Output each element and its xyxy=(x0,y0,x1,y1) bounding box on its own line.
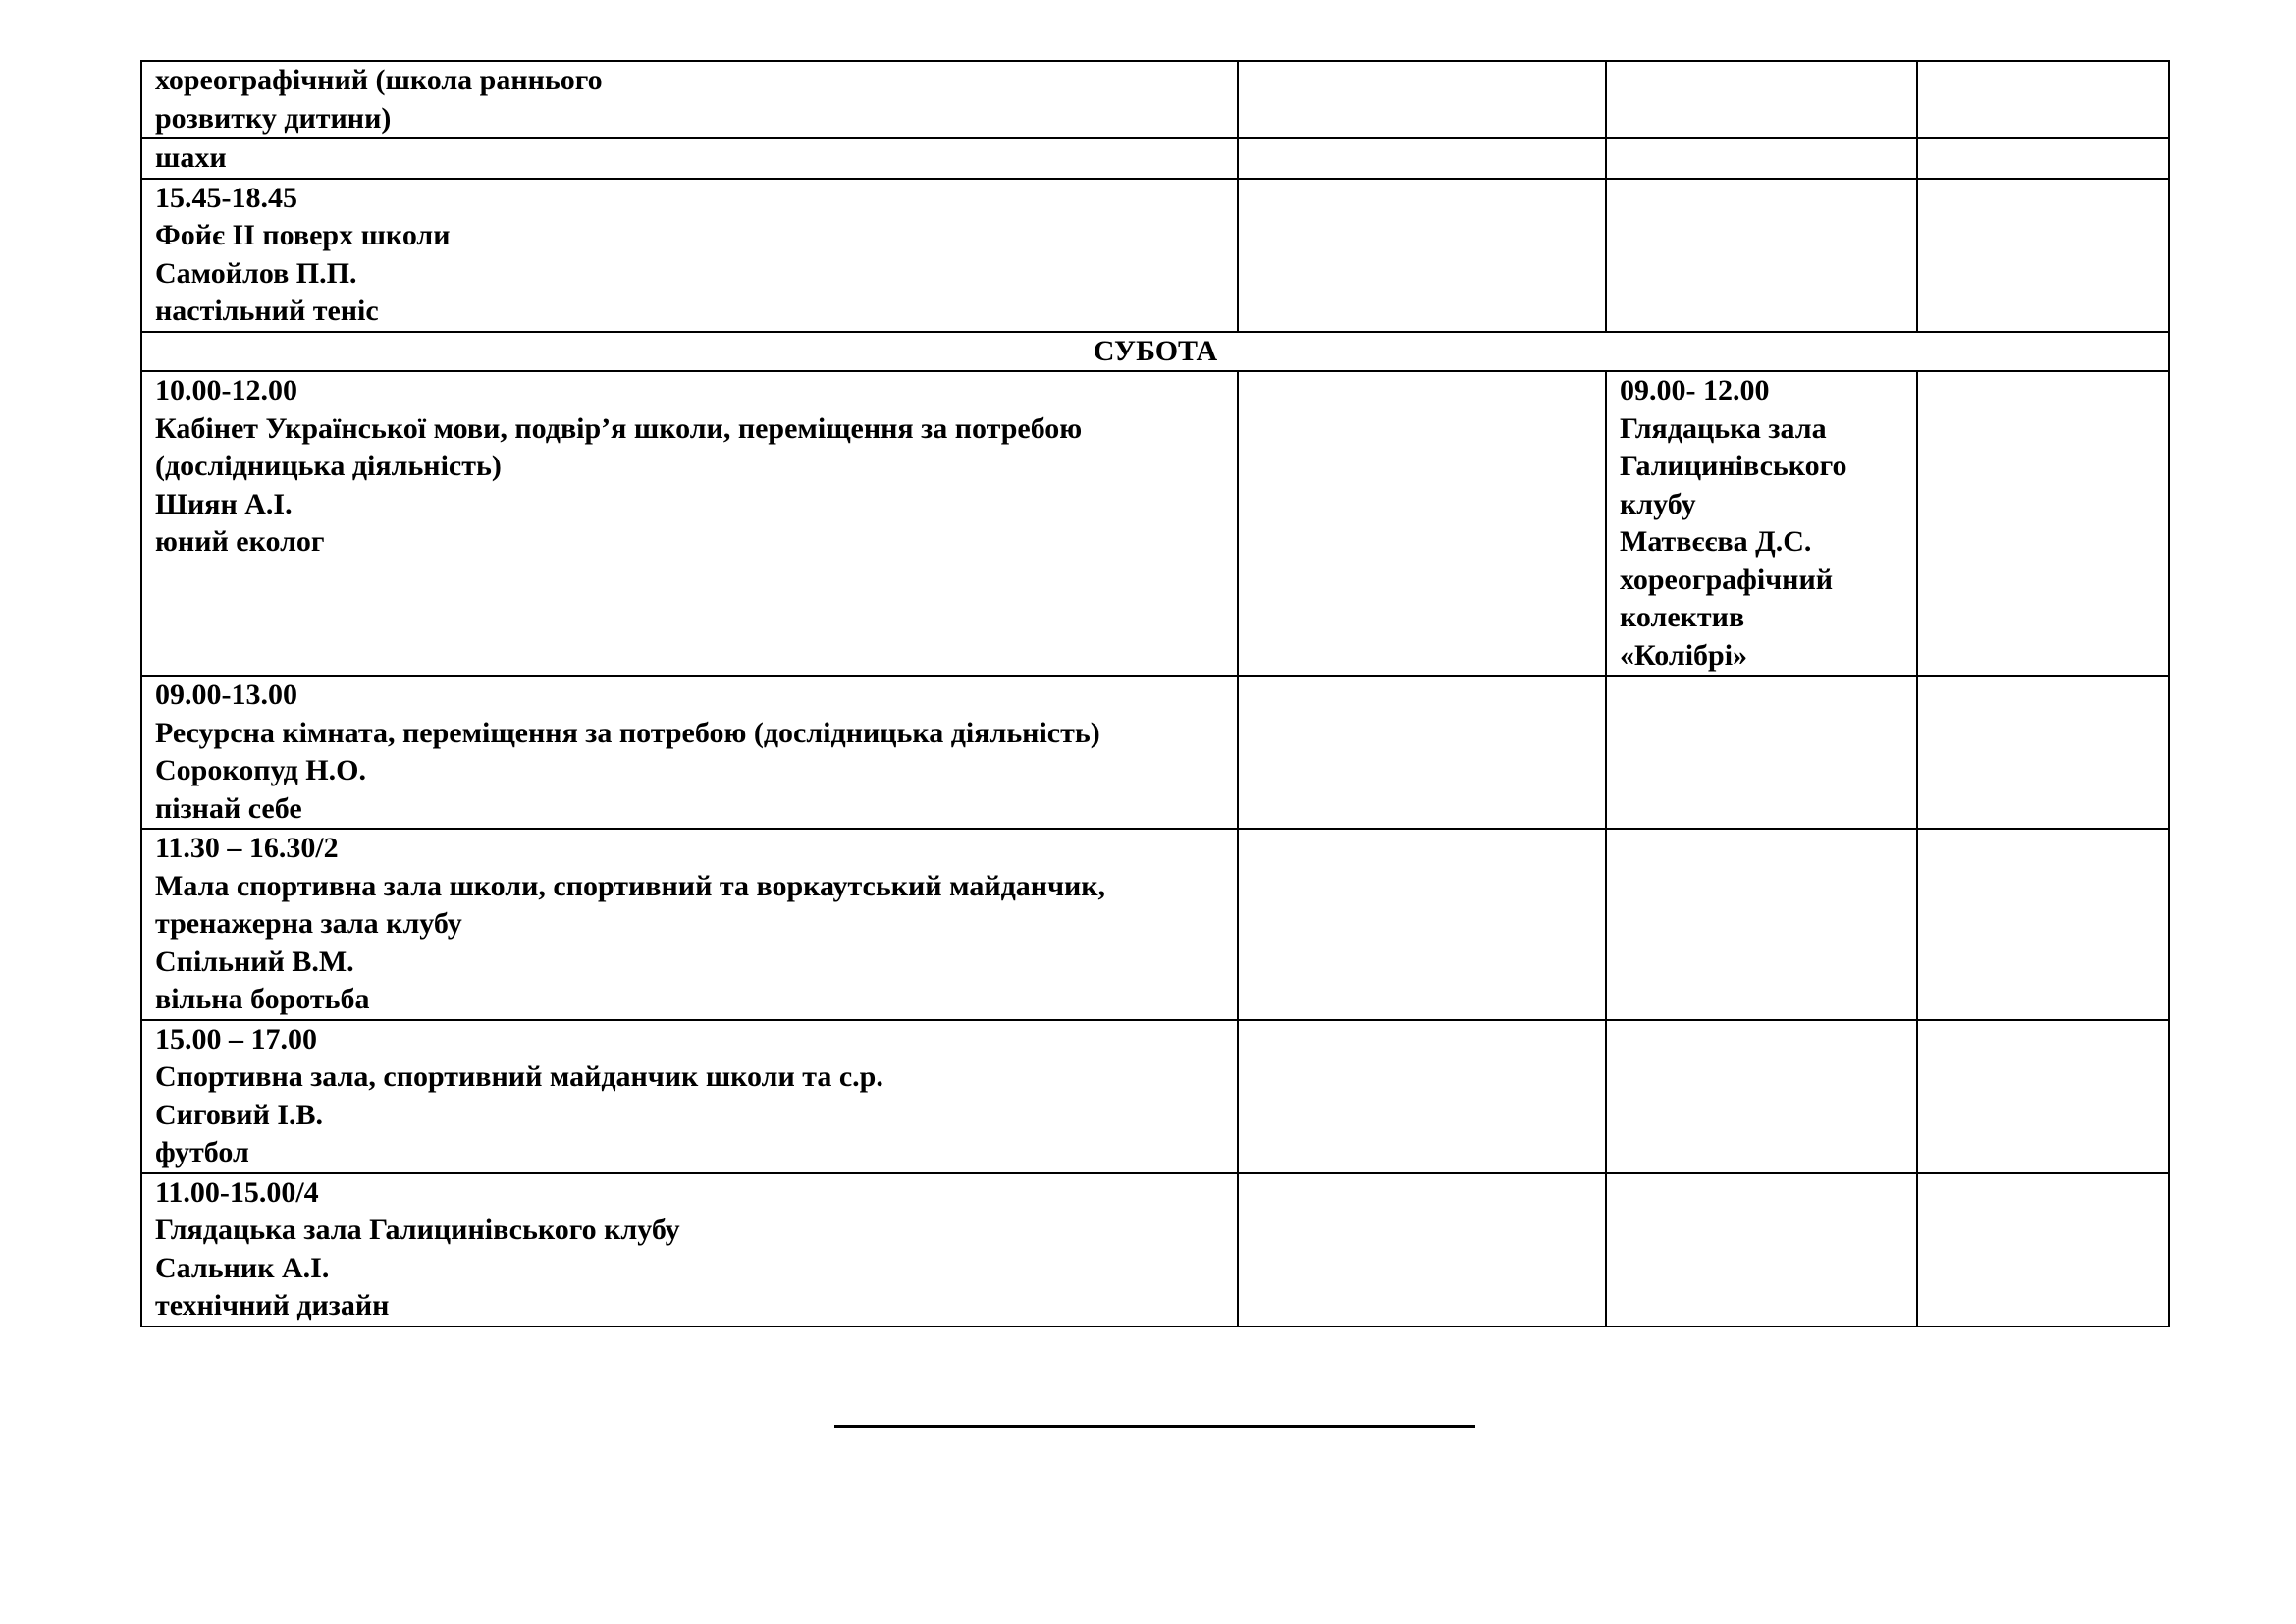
cell-text: технічний дизайн xyxy=(155,1289,390,1322)
table-cell xyxy=(141,676,1238,829)
table-cell xyxy=(1238,1173,1606,1326)
cell-text: хореографічний (школа раннього xyxy=(155,64,603,96)
table-cell xyxy=(141,138,1238,179)
table-cell xyxy=(1917,138,2169,179)
cell-text: настільний теніс xyxy=(155,295,379,327)
table-cell xyxy=(1917,179,2169,332)
cell-text: Ресурсна кімната, переміщення за потребою (дослідницька діяльність) xyxy=(155,716,1100,749)
footer-divider xyxy=(834,1425,1475,1428)
cell-text: 15.45-18.45 xyxy=(155,181,297,214)
table-cell xyxy=(141,1020,1238,1173)
table-cell xyxy=(1238,371,1606,676)
schedule-table xyxy=(140,60,2170,1327)
cell-text: пізнай себе xyxy=(155,791,302,825)
table-row xyxy=(141,138,2169,179)
cell-text: вільна боротьба xyxy=(155,983,370,1015)
table-cell xyxy=(1606,61,1917,138)
cell-text: Самойлов П.П. xyxy=(155,256,357,290)
cell-text: Спільний В.М. xyxy=(155,945,354,978)
cell-text: «Колібрі» xyxy=(1620,638,1748,672)
cell-text: тренажерна зала клубу xyxy=(155,907,462,940)
cell-text: розвитку дитини) xyxy=(155,101,392,135)
table-row xyxy=(141,829,2169,1020)
cell-text: 10.00-12.00 xyxy=(155,374,297,406)
table-cell xyxy=(1238,829,1606,1020)
cell-text: Галицинівського xyxy=(1620,450,1847,482)
cell-text: 09.00-13.00 xyxy=(155,678,297,711)
table-cell xyxy=(1238,61,1606,138)
table-row xyxy=(141,676,2169,829)
table-cell xyxy=(1606,676,1917,829)
table-cell xyxy=(1606,1173,1917,1326)
cell-text: колектив xyxy=(1620,601,1745,633)
table-cell xyxy=(1238,179,1606,332)
table-row xyxy=(141,61,2169,138)
cell-text: Глядацька зала xyxy=(1620,411,1827,445)
cell-text: Сорокопуд Н.О. xyxy=(155,754,366,786)
cell-text: Шиян А.І. xyxy=(155,487,293,520)
cell-text: шахи xyxy=(155,141,227,174)
cell-text: Матвєєва Д.С. xyxy=(1620,525,1812,558)
cell-text: Кабінет Української мови, подвір’я школи, переміщення за потребою xyxy=(155,411,1083,445)
day-row xyxy=(141,332,2169,372)
table-cell xyxy=(141,61,1238,138)
table-cell xyxy=(1238,138,1606,179)
cell-text: 09.00- 12.00 xyxy=(1620,374,1770,406)
cell-text: хореографічний xyxy=(1620,563,1834,596)
cell-text: юний еколог xyxy=(155,525,325,558)
table-cell xyxy=(141,829,1238,1020)
cell-text: футбол xyxy=(155,1136,249,1168)
table-cell xyxy=(1238,1020,1606,1173)
table-row xyxy=(141,1173,2169,1326)
table-cell xyxy=(1606,371,1917,676)
table-cell xyxy=(1606,138,1917,179)
cell-text: Фойє ІІ поверх школи xyxy=(155,219,451,251)
table-cell xyxy=(1606,1020,1917,1173)
cell-text: Сиговий І.В. xyxy=(155,1098,324,1131)
table-cell xyxy=(141,1173,1238,1326)
cell-text: клубу xyxy=(1620,487,1696,520)
table-cell xyxy=(1917,1020,2169,1173)
table-row xyxy=(141,1020,2169,1173)
table-cell xyxy=(141,371,1238,676)
table-cell xyxy=(1917,1173,2169,1326)
table-row xyxy=(141,179,2169,332)
table-cell xyxy=(141,179,1238,332)
table-row xyxy=(141,371,2169,676)
table-cell xyxy=(1606,179,1917,332)
day-header: СУБОТА xyxy=(141,332,2169,372)
cell-text: 11.00-15.00/4 xyxy=(155,1175,319,1209)
cell-text: 11.30 – 16.30/2 xyxy=(155,832,339,864)
table-cell xyxy=(1917,61,2169,138)
table-cell xyxy=(1238,676,1606,829)
cell-text: (дослідницька діяльність) xyxy=(155,450,502,482)
table-cell xyxy=(1606,829,1917,1020)
table-cell xyxy=(1917,371,2169,676)
cell-text: Глядацька зала Галицинівського клубу xyxy=(155,1214,680,1246)
cell-text: Спортивна зала, спортивний майданчик школи та с.р. xyxy=(155,1060,883,1093)
cell-text: Мала спортивна зала школи, спортивний та воркаутський майданчик, xyxy=(155,869,1106,902)
cell-text: 15.00 – 17.00 xyxy=(155,1022,317,1056)
table-cell xyxy=(1917,829,2169,1020)
cell-text: Сальник А.І. xyxy=(155,1251,330,1284)
table-cell xyxy=(1917,676,2169,829)
